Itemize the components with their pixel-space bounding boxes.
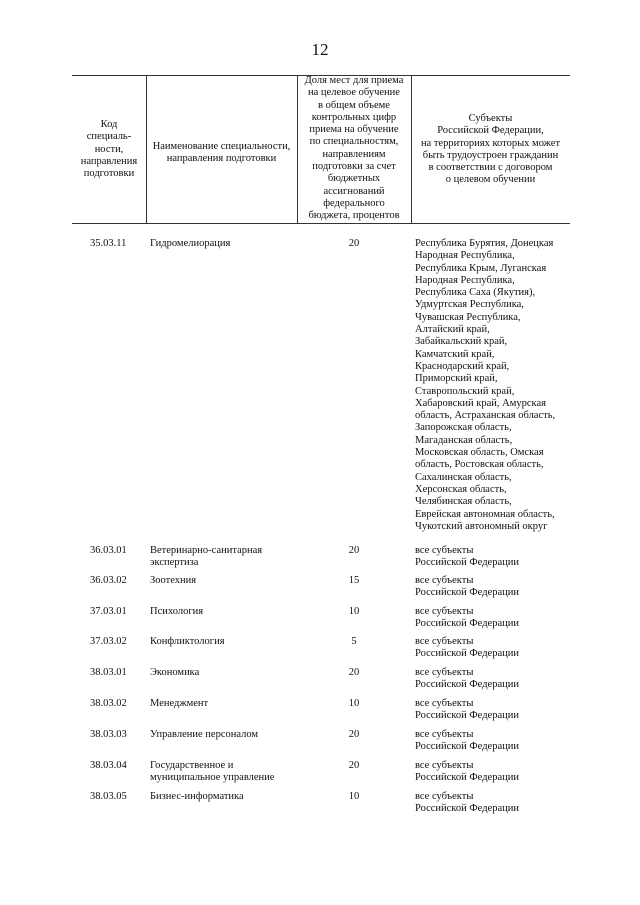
specialty-name: Бизнес-информатика	[150, 791, 244, 802]
federal-subjects: все субъекты Российской Федерации	[415, 606, 519, 630]
target-share-percent: 10	[348, 791, 360, 802]
target-share-percent: 20	[348, 667, 360, 678]
specialty-code: 36.03.01	[90, 545, 127, 556]
specialty-name: Менеджмент	[150, 698, 209, 709]
specialty-code: 38.03.01	[90, 667, 127, 678]
federal-subjects: Республика Бурятия, Донецкая Народная Республика, Республика Крым, Луганская Народная Республика, Республика Саха (Якутия), Удмуртская Республика, Чувашская Республика, Алтайский край, Забайкальский край, Камчатский край, Краснодарский край, Приморский край, Ставропольский край, Хабаровский край, Амурская область, Астраханская область, Запорожская область, Магаданская область, Московская область, Омская область, Ростовская область, Сахалинская область, Херсонская область, Челябинская область, Еврейская автономная область, Чукотский автономный округ	[415, 238, 556, 532]
specialty-name: Экономика	[150, 667, 200, 678]
federal-subjects: все субъекты Российской Федерации	[415, 636, 519, 660]
specialty-name: Управление персоналом	[150, 729, 259, 740]
target-share-percent: 20	[348, 238, 360, 249]
specialty-code: 37.03.02	[90, 636, 127, 647]
target-share-percent: 5	[351, 636, 357, 647]
federal-subjects: все субъекты Российской Федерации	[415, 667, 519, 691]
specialty-name: Зоотехния	[150, 575, 197, 586]
federal-subjects: все субъекты Российской Федерации	[415, 729, 519, 753]
specialty-code: 36.03.02	[90, 575, 127, 586]
page-number: 12	[311, 40, 329, 59]
target-share-percent: 15	[348, 575, 360, 586]
header-share: Доля мест для приема на целевое обучение в общем объеме контрольных цифр приема на обучение по специальностям, направлениям подготовки за счет бюджетных ассигнований федерального бюджета, процентов	[304, 75, 404, 222]
specialty-name: Гидромелиорация	[150, 238, 231, 249]
specialty-name: Государственное и муниципальное управление	[150, 760, 275, 784]
target-share-percent: 20	[348, 729, 360, 740]
specialty-name: Ветеринарно-санитарная экспертиза	[150, 545, 263, 569]
header-code: Код специаль- ности, направления подготовки	[80, 119, 138, 180]
target-share-percent: 20	[348, 760, 360, 771]
federal-subjects: все субъекты Российской Федерации	[415, 791, 519, 815]
header-subjects: Субъекты Российской Федерации, на территориях которых может быть трудоустроен гражданин в соответствии с договором о целевом обучении	[420, 113, 561, 186]
specialty-code: 38.03.05	[90, 791, 127, 802]
federal-subjects: все субъекты Российской Федерации	[415, 575, 519, 599]
header-name: Наименование специальности, направления подготовки	[152, 141, 291, 165]
specialty-code: 37.03.01	[90, 606, 127, 617]
target-share-percent: 20	[348, 545, 360, 556]
federal-subjects: все субъекты Российской Федерации	[415, 698, 519, 722]
specialty-name: Конфликтология	[150, 636, 225, 647]
specialty-code: 35.03.11	[90, 238, 127, 249]
specialty-code: 38.03.02	[90, 698, 127, 709]
target-share-percent: 10	[348, 698, 360, 709]
target-share-percent: 10	[348, 606, 360, 617]
specialty-code: 38.03.03	[90, 729, 127, 740]
header-bottom-rule	[72, 223, 570, 224]
specialty-name: Психология	[150, 606, 204, 617]
specialty-code: 38.03.04	[90, 760, 127, 771]
federal-subjects: все субъекты Российской Федерации	[415, 545, 519, 569]
federal-subjects: все субъекты Российской Федерации	[415, 760, 519, 784]
